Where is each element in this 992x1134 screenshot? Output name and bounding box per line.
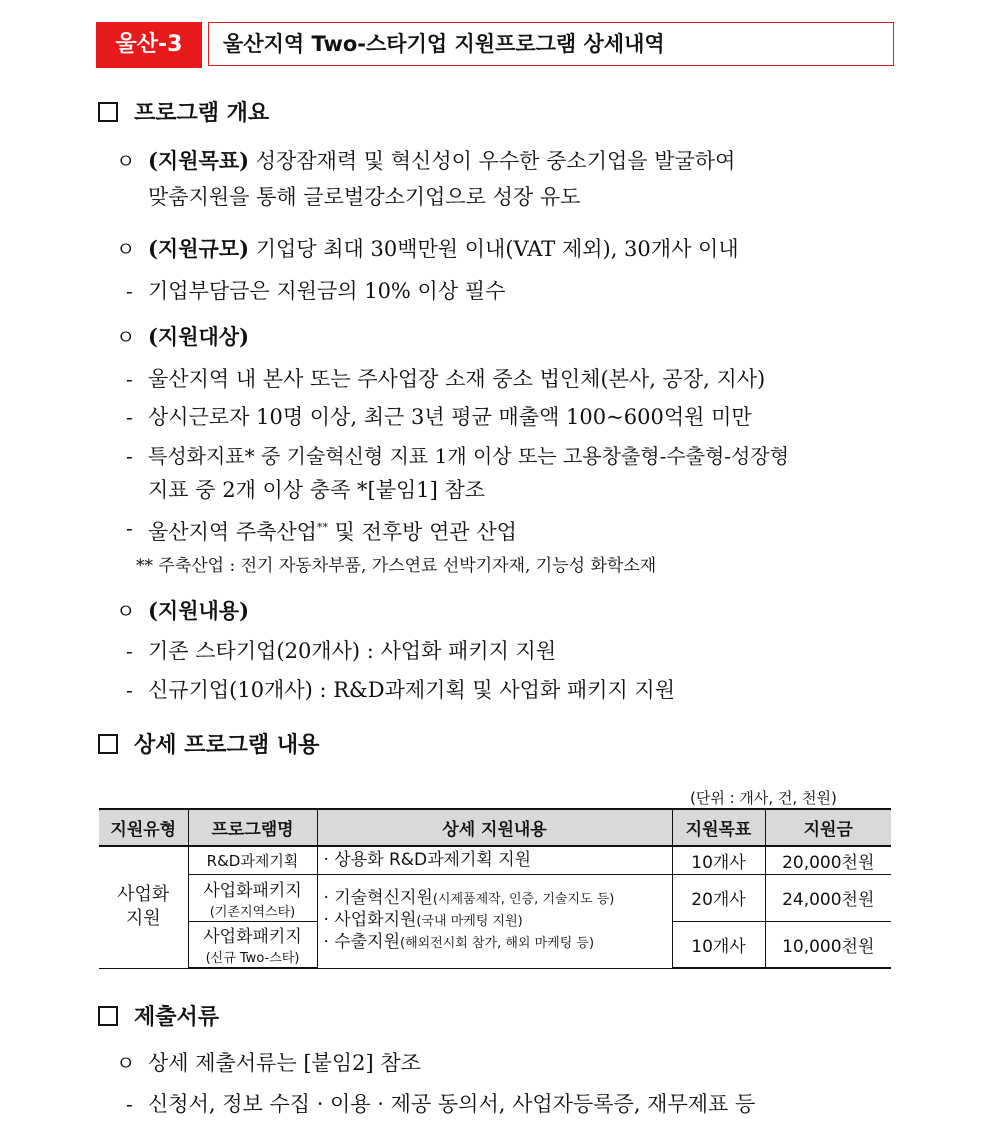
documents-line-1: 상세 제출서류는 [붙임2] 참조 <box>148 1051 421 1075</box>
section-overview-heading <box>98 96 269 127</box>
col-header: 지원금 <box>765 809 891 846</box>
target-footnote: ** 주축산업 : 전기 자동차부품, 가스연료 선박기자재, 기능성 화학소재 <box>136 556 657 576</box>
checkbox-square-icon <box>98 102 118 122</box>
program-name: 사업화패키지 <box>203 927 302 948</box>
page-title: 울산지역 Two-스타기업 지원프로그램 상세내역 <box>208 22 894 66</box>
goal-line-1 <box>148 146 735 176</box>
amount-cell: 24,000천원 <box>765 874 891 921</box>
program-table <box>99 808 891 969</box>
detail-line: · 수출지원(해외전시회 참가, 해외 마케팅 등) <box>323 932 595 952</box>
detail-line: · 기술혁신지원(시제품제작, 인증, 기술지도 등) <box>323 888 615 908</box>
detail-line: · 사업화지원(국내 마케팅 지원) <box>323 910 523 930</box>
goal-line-2: 맞춤지원을 통해 글로벌강소기업으로 성장 유도 <box>148 185 581 209</box>
col-header: 상세 지원내용 <box>317 809 672 846</box>
dash-bullet: - <box>126 405 133 429</box>
support-type-cell: 사업화 지원 <box>99 846 188 968</box>
target-label: (지원대상) <box>148 324 250 349</box>
target-cell: 20개사 <box>672 874 765 921</box>
checkbox-square-icon <box>98 734 118 754</box>
target-item-3b: 지표 중 2개 이상 충족 *[붙임1] 참조 <box>148 478 486 502</box>
checkbox-square-icon <box>98 1006 118 1026</box>
dash-bullet: - <box>126 279 133 303</box>
scale-sub: 기업부담금은 지원금의 10% 이상 필수 <box>148 279 506 303</box>
circle-bullet-icon: ㅇ <box>116 237 136 261</box>
content-item-2: 신규기업(10개사) : R&D과제기획 및 사업화 패키지 지원 <box>148 678 676 702</box>
section-title: 제출서류 <box>134 1005 220 1030</box>
circle-bullet-icon: ㅇ <box>116 149 136 173</box>
dash-bullet: - <box>126 516 133 540</box>
program-name-cell <box>188 874 317 921</box>
program-name-cell: R&D과제기획 <box>188 846 317 874</box>
col-header: 지원유형 <box>99 809 188 846</box>
table-header-row <box>99 809 891 846</box>
col-header: 프로그램명 <box>188 809 317 846</box>
table-row <box>99 874 891 921</box>
scale-text: 기업당 최대 30백만원 이내(VAT 제외), 30개사 이내 <box>249 237 739 261</box>
program-subname: (기존지역스타) <box>209 904 296 920</box>
program-subname: (신규 Two-스타) <box>205 951 300 967</box>
table-row <box>99 846 891 874</box>
scale-label: (지원규모) <box>148 236 250 261</box>
col-header: 지원목표 <box>672 809 765 846</box>
footnote-mark: ** <box>316 521 328 534</box>
target-item-1: 울산지역 내 본사 또는 주사업장 소재 중소 법인체(본사, 공장, 지사) <box>148 367 766 391</box>
content-label: (지원내용) <box>148 598 250 623</box>
dash-bullet: - <box>126 444 133 468</box>
detail-cell: · 상용화 R&D과제기획 지원 <box>317 846 672 874</box>
detail-cell <box>317 874 672 968</box>
region-badge: 울산-3 <box>96 22 202 68</box>
unit-label: (단위 : 개사, 건, 천원) <box>690 789 837 807</box>
section-title: 프로그램 개요 <box>134 101 270 126</box>
dash-bullet: - <box>126 1092 133 1116</box>
goal-label: (지원목표) <box>148 148 250 173</box>
circle-bullet-icon: ㅇ <box>116 599 136 623</box>
circle-bullet-icon: ㅇ <box>116 1051 136 1075</box>
target-item-4a: 울산지역 주축산업 <box>148 520 317 544</box>
goal-text: 성장잠재력 및 혁신성이 우수한 중소기업을 발굴하여 <box>249 149 736 173</box>
circle-bullet-icon: ㅇ <box>116 325 136 349</box>
dash-bullet: - <box>126 639 133 663</box>
target-item-2: 상시근로자 10명 이상, 최근 3년 평균 매출액 100~600억원 미만 <box>148 405 752 429</box>
section-title: 상세 프로그램 내용 <box>134 733 320 758</box>
documents-line-2: 신청서, 정보 수집 · 이용 · 제공 동의서, 사업자등록증, 재무제표 등 <box>148 1092 756 1116</box>
section-documents-heading <box>98 1000 219 1031</box>
scale-line <box>148 234 739 264</box>
target-cell: 10개사 <box>672 846 765 874</box>
amount-cell: 10,000천원 <box>765 921 891 968</box>
program-name-cell <box>188 921 317 968</box>
target-item-3a: 특성화지표* 중 기술혁신형 지표 1개 이상 또는 고용창출형-수출형-성장형 <box>148 444 790 468</box>
dash-bullet: - <box>126 367 133 391</box>
section-detail-heading <box>98 728 319 759</box>
program-name: 사업화패키지 <box>203 880 302 901</box>
target-cell: 10개사 <box>672 921 765 968</box>
dash-bullet: - <box>126 678 133 702</box>
content-item-1: 기존 스타기업(20개사) : 사업화 패키지 지원 <box>148 639 557 663</box>
amount-cell: 20,000천원 <box>765 846 891 874</box>
target-item-4b: 및 전후방 연관 산업 <box>327 520 517 544</box>
target-item-4 <box>148 513 517 547</box>
